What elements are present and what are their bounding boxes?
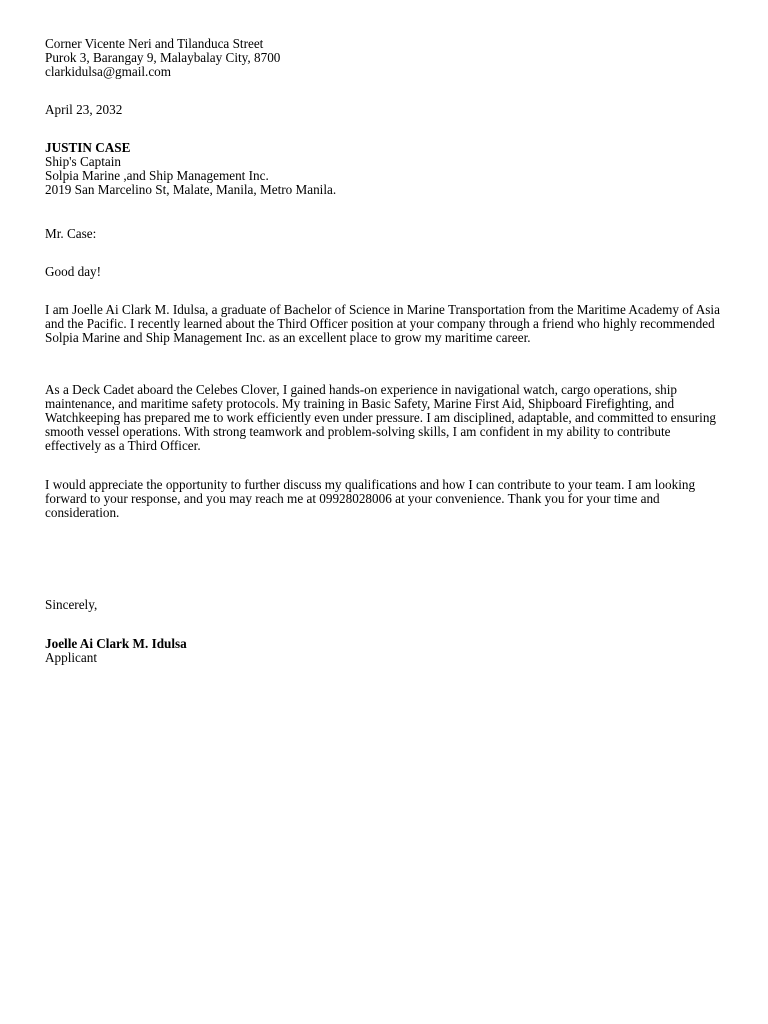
recipient-address: 2019 San Marcelino St, Malate, Manila, Metro Manila. [45, 182, 337, 197]
closing-text: Sincerely, [45, 597, 98, 612]
greeting-text: Good day! [45, 264, 102, 279]
signature-name: Joelle Ai Clark M. Idulsa [45, 636, 187, 651]
sender-block [45, 37, 280, 79]
recipient-company: Solpia Marine ,and Ship Management Inc. [45, 168, 269, 183]
recipient-title: Ship's Captain [45, 154, 122, 169]
salutation-text: Mr. Case: [45, 226, 97, 241]
closing [45, 598, 97, 612]
salutation [45, 227, 96, 241]
date-text: April 23, 2032 [45, 102, 123, 117]
recipient-name: JUSTIN CASE [45, 140, 131, 155]
body-paragraph-1: I am Joelle Ai Clark M. Idulsa, a graduate of Bachelor of Science in Marine Transportation from the Maritime Academy of Asia and the Pacific. I recently learned about the Third Officer position at your company through a friend who highly recommended Solpia Marine and Ship Management Inc. as an excellent place to grow my maritime career. [45, 302, 720, 345]
body-paragraph-2: As a Deck Cadet aboard the Celebes Clover, I gained hands-on experience in navigational watch, cargo operations, ship maintenance, and maritime safety protocols. My training in Basic Safety, Marine First Aid, Shipboard Firefighting, and Watchkeeping has prepared me to work efficiently even under pressure. I am disciplined, adaptable, and committed to ensuring smooth vessel operations. With strong teamwork and problem-solving skills, I am confident in my ability to contribute effectively as a Third Officer. [45, 382, 717, 453]
body-paragraph-3: I would appreciate the opportunity to further discuss my qualifications and how I can contribute to your team. I am looking forward to your response, and you may reach me at 09928028006 at your convenience. Thank you for your time and consideration. [45, 477, 696, 520]
sender-address-line1: Corner Vicente Neri and Tilanduca Street [45, 36, 264, 51]
greeting [45, 265, 101, 279]
signature-block [45, 637, 187, 665]
signature-role: Applicant [45, 650, 98, 665]
letter-date [45, 103, 122, 117]
sender-address-line2: Purok 3, Barangay 9, Malaybalay City, 8700 [45, 50, 281, 65]
sender-email: clarkidulsa@gmail.com [45, 64, 172, 79]
recipient-block [45, 141, 336, 197]
